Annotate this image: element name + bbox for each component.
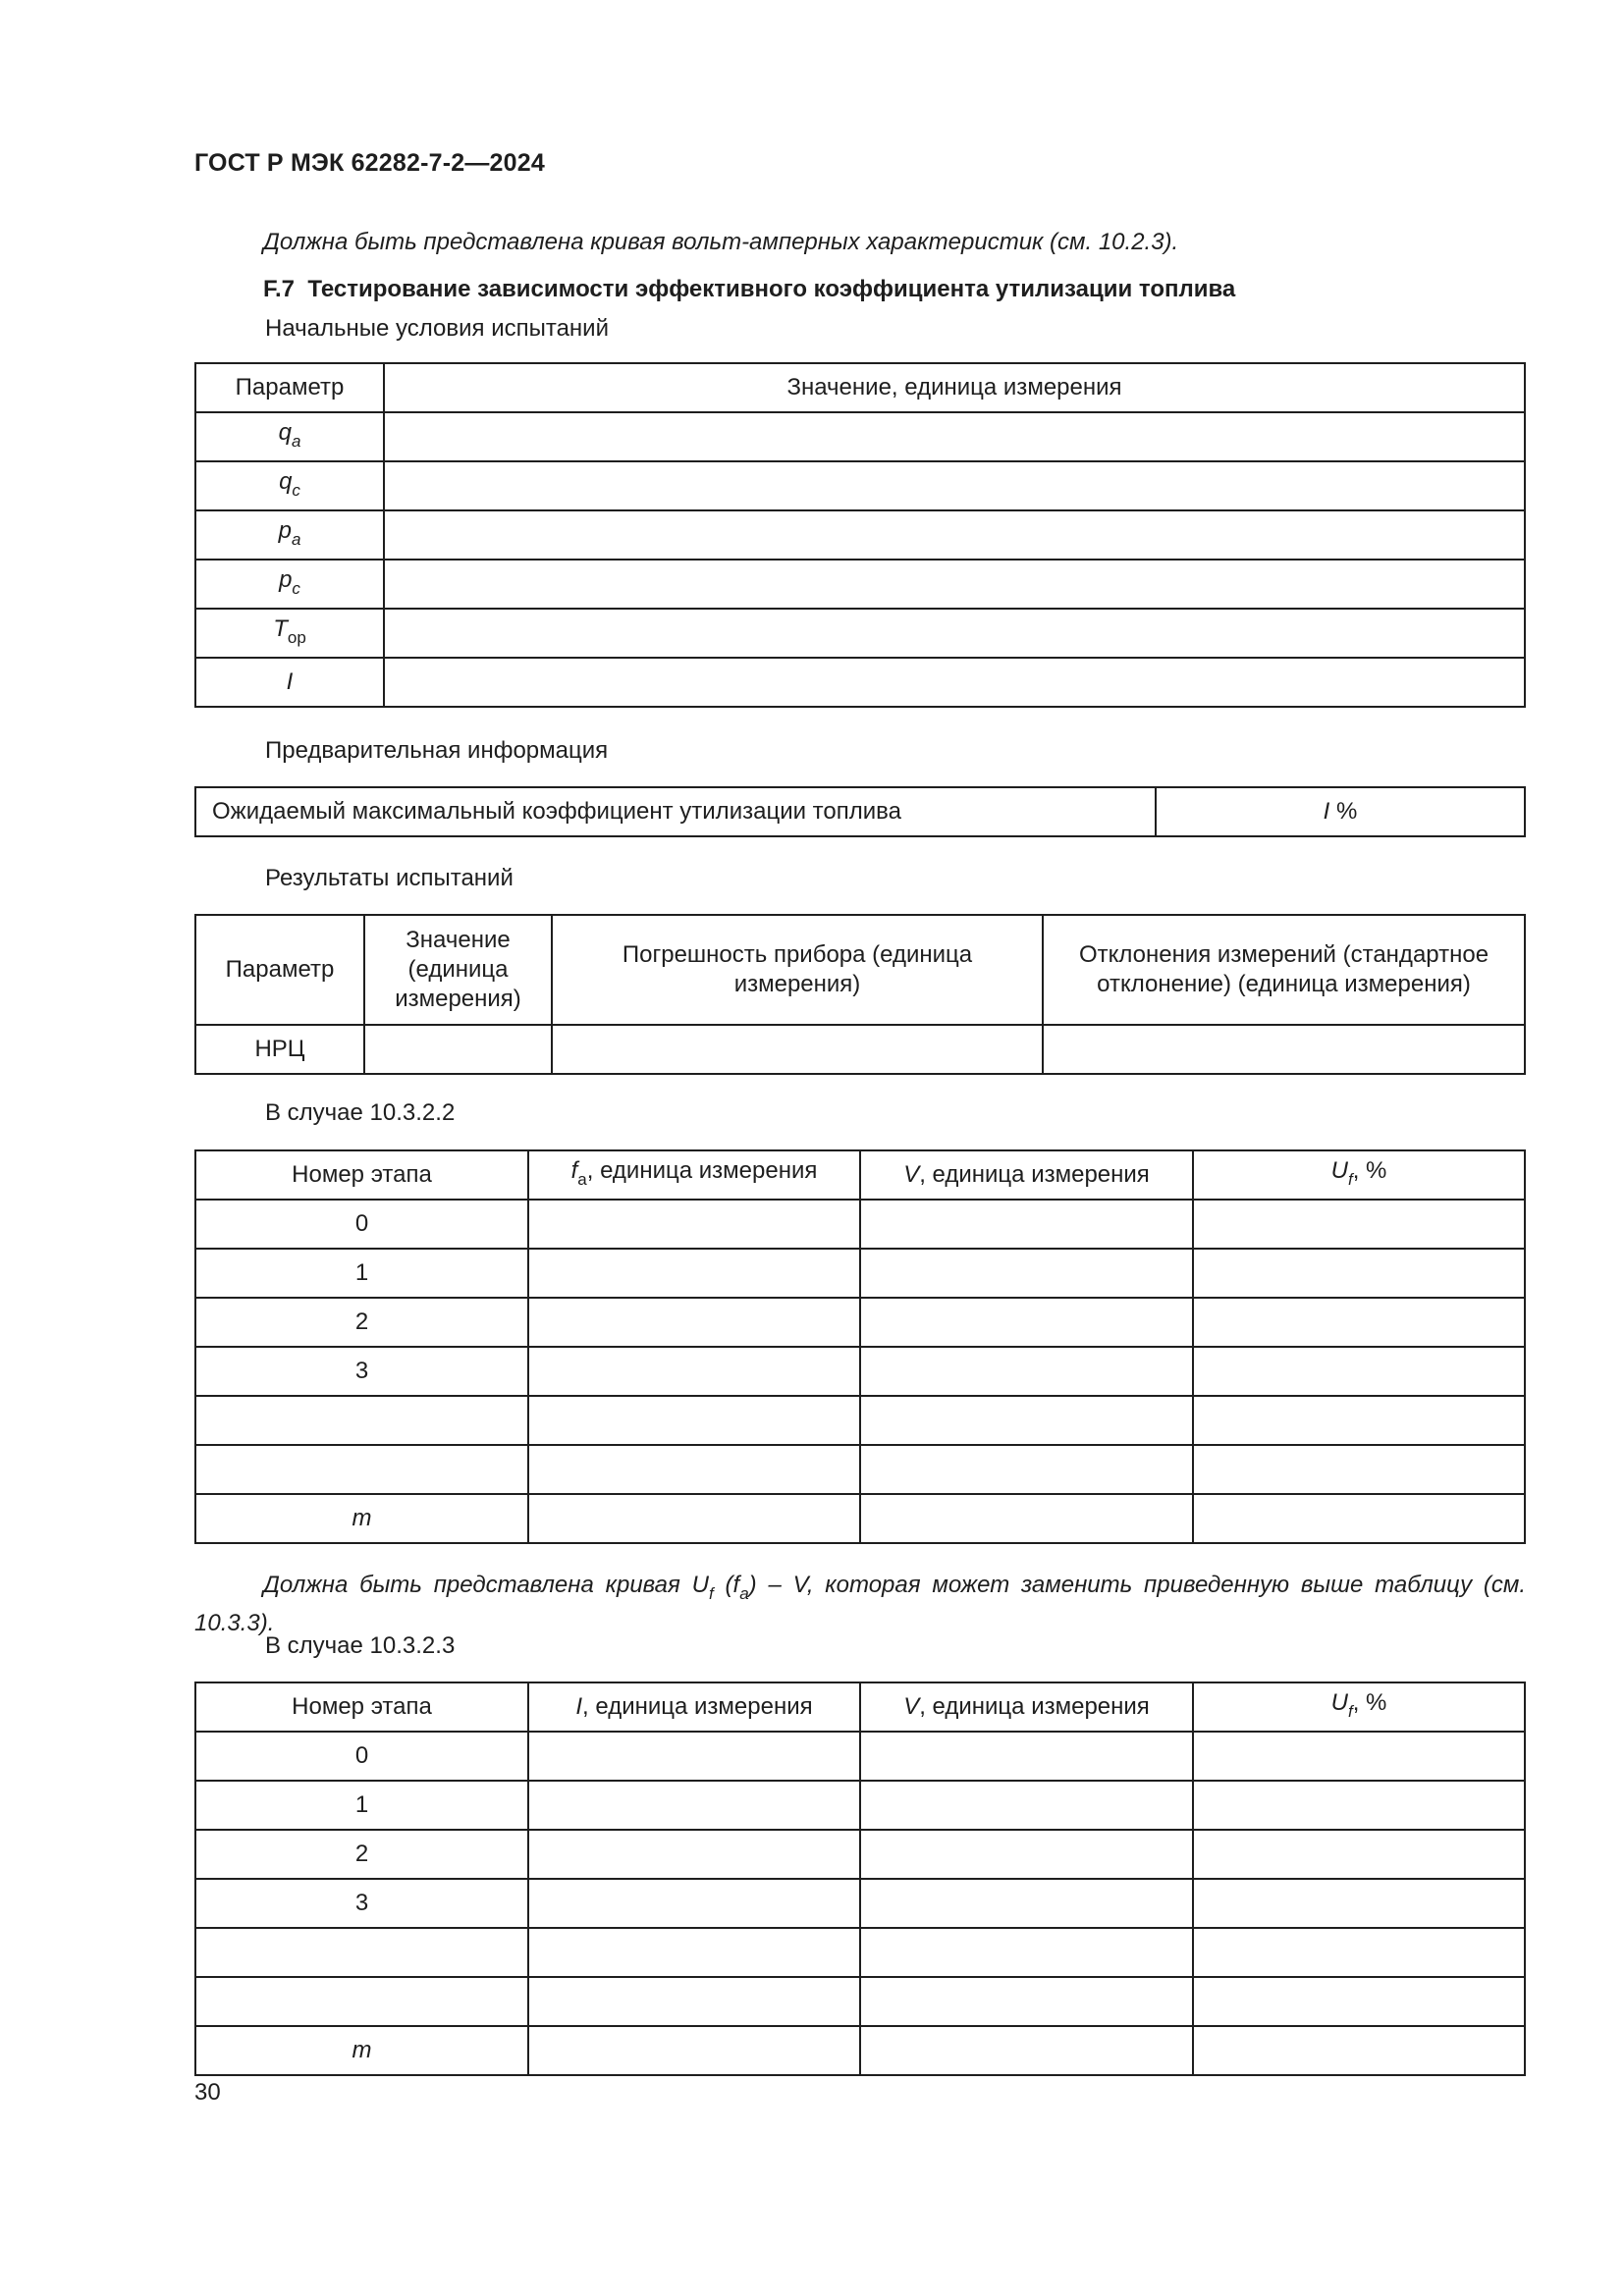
expected-fuel-utilization-label: Ожидаемый максимальный коэффициент утилизации топлива: [195, 787, 1156, 836]
param-symbol: $T_{op}$: [195, 609, 384, 658]
data-cell[interactable]: [528, 1494, 860, 1543]
col-header-value: Значение, единица измерения: [384, 363, 1525, 412]
col-header-value: Значение (единица измерения): [364, 915, 552, 1025]
data-cell[interactable]: [1193, 1249, 1525, 1298]
param-ocv: НРЦ: [195, 1025, 364, 1074]
stage-number: 2: [195, 1830, 528, 1879]
data-cell[interactable]: [1193, 1494, 1525, 1543]
data-cell[interactable]: [860, 1977, 1193, 2026]
col-header-param: Параметр: [195, 363, 384, 412]
data-cell[interactable]: [860, 1445, 1193, 1494]
preliminary-info-table: [194, 786, 1526, 837]
data-cell[interactable]: [860, 1879, 1193, 1928]
data-cell[interactable]: [1193, 1445, 1525, 1494]
data-cell[interactable]: [1193, 1879, 1525, 1928]
data-cell[interactable]: [528, 1249, 860, 1298]
stage-number: m: [195, 2026, 528, 2075]
param-symbol: $p_c$: [195, 560, 384, 609]
stage-number: m: [195, 1494, 528, 1543]
stage-number: 1: [195, 1781, 528, 1830]
data-cell[interactable]: [1193, 1396, 1525, 1445]
stage-number: [195, 1928, 528, 1977]
data-cell[interactable]: [528, 1830, 860, 1879]
results-table: [194, 914, 1526, 1075]
value-cell[interactable]: [384, 560, 1525, 609]
data-cell[interactable]: [528, 1347, 860, 1396]
stage-number: 2: [195, 1298, 528, 1347]
case-10-3-2-2-label: В случае 10.3.2.2: [265, 1099, 456, 1126]
param-symbol: $q_a$: [195, 412, 384, 461]
data-cell[interactable]: [1193, 1781, 1525, 1830]
value-cell[interactable]: [364, 1025, 552, 1074]
case-10-3-2-3-label: В случае 10.3.2.3: [265, 1632, 456, 1659]
data-cell[interactable]: [1193, 1830, 1525, 1879]
col-header-voltage: V, единица измерения: [860, 1150, 1193, 1200]
data-cell[interactable]: [860, 1928, 1193, 1977]
stage-number: 0: [195, 1732, 528, 1781]
col-header-voltage: V, единица измерения: [860, 1682, 1193, 1732]
stage-number: 3: [195, 1879, 528, 1928]
data-cell[interactable]: [860, 1732, 1193, 1781]
param-symbol: I: [195, 658, 384, 707]
page-number: 30: [194, 2079, 221, 2106]
data-cell[interactable]: [528, 1396, 860, 1445]
data-cell[interactable]: [860, 1347, 1193, 1396]
case-10-3-2-2-table: [194, 1149, 1526, 1544]
col-header-accuracy: Погрешность прибора (единица измерения): [552, 915, 1043, 1025]
col-header-fa: $f_a$, единица измерения: [528, 1150, 860, 1200]
param-symbol: $q_c$: [195, 461, 384, 510]
data-cell[interactable]: [528, 1781, 860, 1830]
data-cell[interactable]: [528, 1200, 860, 1249]
stage-number: 1: [195, 1249, 528, 1298]
results-label: Результаты испытаний: [265, 865, 514, 891]
col-header-stage: Номер этапа: [195, 1150, 528, 1200]
case-10-3-2-3-table: [194, 1682, 1526, 2076]
param-symbol: $p_a$: [195, 510, 384, 560]
data-cell[interactable]: [1193, 1732, 1525, 1781]
data-cell[interactable]: [1193, 1977, 1525, 2026]
stage-number: [195, 1977, 528, 2026]
value-cell[interactable]: [384, 412, 1525, 461]
value-cell[interactable]: [384, 609, 1525, 658]
data-cell[interactable]: [860, 2026, 1193, 2075]
data-cell[interactable]: [1193, 1347, 1525, 1396]
uf-curve-note: Должна быть представлена кривая $U_f$ $(f_a)$ – V, которая может заменить приведенную выше таблицу (см. 10.3.3).: [194, 1572, 1526, 1636]
col-header-uf: $U_f$, %: [1193, 1682, 1525, 1732]
data-cell[interactable]: [860, 1249, 1193, 1298]
data-cell[interactable]: [1193, 2026, 1525, 2075]
data-cell[interactable]: [860, 1298, 1193, 1347]
accuracy-cell[interactable]: [552, 1025, 1043, 1074]
document-header: ГОСТ Р МЭК 62282-7-2—2024: [194, 149, 545, 177]
col-header-stage: Номер этапа: [195, 1682, 528, 1732]
data-cell[interactable]: [860, 1830, 1193, 1879]
data-cell[interactable]: [528, 1445, 860, 1494]
data-cell[interactable]: [1193, 1298, 1525, 1347]
section-heading: [263, 275, 1235, 304]
data-cell[interactable]: [1193, 1928, 1525, 1977]
data-cell[interactable]: [860, 1494, 1193, 1543]
data-cell[interactable]: [528, 1928, 860, 1977]
data-cell[interactable]: [528, 1298, 860, 1347]
deviation-cell[interactable]: [1043, 1025, 1525, 1074]
data-cell[interactable]: [528, 1732, 860, 1781]
initial-conditions-label: Начальные условия испытаний: [265, 315, 609, 342]
stage-number: 0: [195, 1200, 528, 1249]
preliminary-info-label: Предварительная информация: [265, 737, 609, 764]
data-cell[interactable]: [1193, 1200, 1525, 1249]
value-cell[interactable]: [384, 510, 1525, 560]
section-number: F.7: [263, 276, 296, 302]
iv-curve-note: Должна быть представлена кривая вольт-амперных характеристик (см. 10.2.3).: [263, 229, 1179, 255]
value-cell[interactable]: [384, 461, 1525, 510]
data-cell[interactable]: [528, 2026, 860, 2075]
col-header-uf: $U_f$, %: [1193, 1150, 1525, 1200]
stage-number: [195, 1396, 528, 1445]
data-cell[interactable]: [860, 1200, 1193, 1249]
data-cell[interactable]: [528, 1879, 860, 1928]
initial-conditions-table: [194, 362, 1526, 708]
fuel-utilization-unit[interactable]: I %: [1156, 787, 1525, 836]
col-header-current: I, единица измерения: [528, 1682, 860, 1732]
col-header-param: Параметр: [195, 915, 364, 1025]
data-cell[interactable]: [860, 1396, 1193, 1445]
section-title: Тестирование зависимости эффективного коэффициента утилизации топлива: [307, 276, 1236, 302]
value-cell[interactable]: [384, 658, 1525, 707]
col-header-deviation: Отклонения измерений (стандартное отклонение) (единица измерения): [1043, 915, 1525, 1025]
stage-number: 3: [195, 1347, 528, 1396]
stage-number: [195, 1445, 528, 1494]
data-cell[interactable]: [528, 1977, 860, 2026]
data-cell[interactable]: [860, 1781, 1193, 1830]
